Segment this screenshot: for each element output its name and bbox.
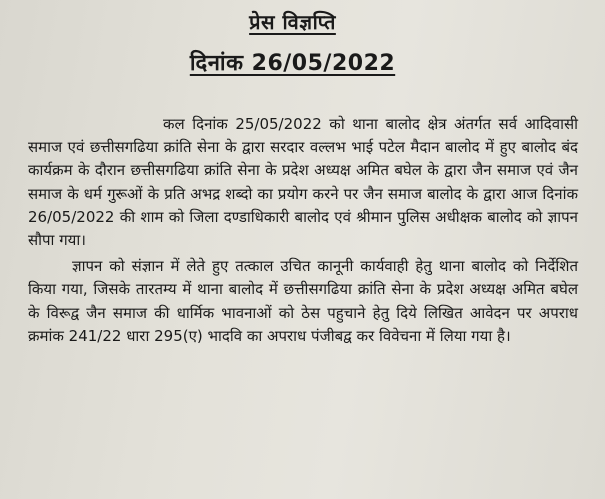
document-body [28,113,578,348]
paragraph-1: कल दिनांक 25/05/2022 को थाना बालोद क्षेत्र अंतर्गत सर्व आदिवासी समाज एवं छत्तीसगढिया क्रांति सेना के द्वारा सरदार वल्लभ भाई पटेल मैदान बालोद में हुए बालोद बंद कार्यक्रम के दौरान छत्तीसगढिया क्रांति सेना के प्रदेश अध्यक्ष अमित बघेल के द्वारा जैन समाज एवं जैन समाज के धर्म गुरूओं के प्रति अभद्र शब्दो का प्रयोग करने पर जैन समाज बालोद के द्वारा आज दिनांक 26/05/2022 की शाम को जिला दण्डाधिकारी बालोद एवं श्रीमान पुलिस अधीक्षक बालोद को ज्ञापन सौपा गया। [28,115,578,250]
paragraph-2: ज्ञापन को संज्ञान में लेते हुए तत्काल उचित कानूनी कार्यवाही हेतु थाना बालोद को निर्देशित किया गया, जिसके तारतम्य में थाना बालोद में छत्तीसगढिया क्रांति सेना के प्रदेश अध्यक्ष अमित बघेल के विरूद्व जैन समाज की धार्मिक भावनाओं को ठेस पहुचाने हेतु दिये लिखित आवेदन पर अपराध क्रमांक 241/22 धारा 295(ए) भादवि का अपराध पंजीबद्व कर विवेचना में लिया गया है। [28,257,578,345]
date-heading: दिनांक 26/05/2022 [189,51,396,76]
document-title: प्रेस विज्ञप्ति [249,10,336,34]
